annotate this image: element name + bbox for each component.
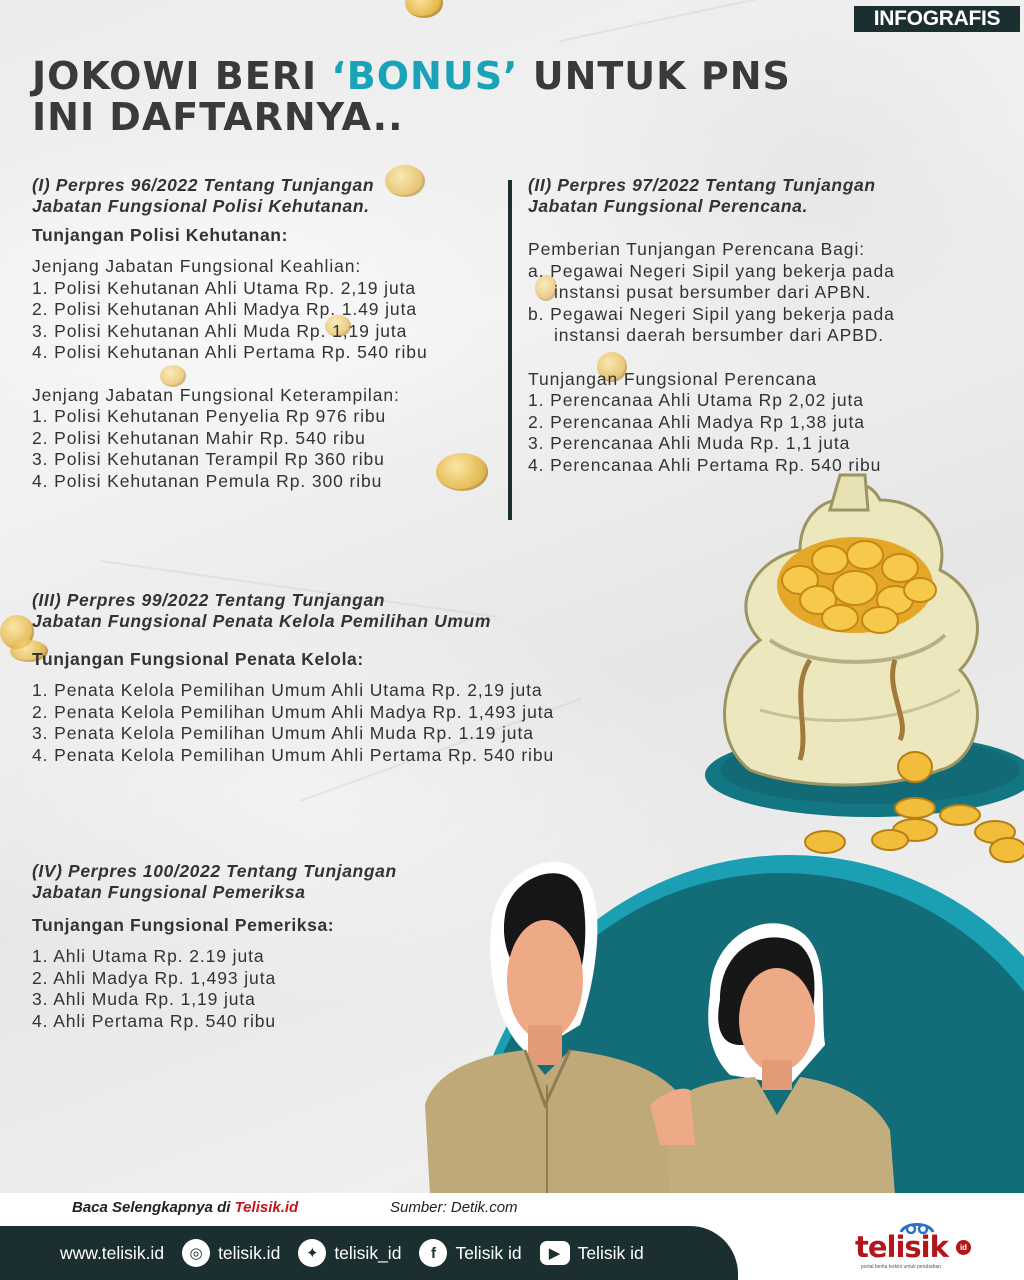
website-link[interactable] (60, 1243, 164, 1264)
social-label: Telisik id (577, 1242, 644, 1263)
heading-line: (IV) Perpres 100/2022 Tentang Tunjangan (32, 861, 397, 881)
facebook-link[interactable] (419, 1239, 521, 1267)
coin-decoration (405, 0, 443, 18)
perencana-list (528, 369, 998, 477)
list-item: 4. Polisi Kehutanan Pemula Rp. 300 ribu (32, 470, 383, 491)
list-marker: b. (528, 303, 545, 324)
page-title (32, 56, 932, 138)
list-item: 1. Penata Kelola Pemilihan Umum Ahli Utama Rp. 2,19 juta (32, 680, 543, 700)
social-bar (0, 1226, 738, 1280)
section-perpres-97 (528, 175, 998, 476)
heading-line: (III) Perpres 99/2022 Tentang Tunjangan (32, 590, 386, 610)
section-perpres-96 (32, 175, 507, 492)
list-item: 4. Ahli Pertama Rp. 540 ribu (32, 1010, 277, 1031)
recipient-b (528, 304, 998, 326)
recipient-text: Pegawai Negeri Sipil yang bekerja pada (550, 303, 895, 324)
read-more-prefix: Baca Selengkapnya di (72, 1199, 235, 1216)
list-item: 2. Perencanaa Ahli Madya Rp 1,38 juta (528, 411, 865, 432)
youtube-icon: ▶ (540, 1241, 570, 1265)
list-item: 3. Ahli Muda Rp. 1,19 juta (32, 989, 256, 1009)
youtube-link[interactable] (540, 1241, 644, 1265)
section-heading (32, 590, 692, 632)
column-divider (508, 180, 512, 520)
civil-servants-illustration (410, 845, 1024, 1195)
list-item: 4. Polisi Kehutanan Ahli Pertama Rp. 540 ribu (32, 342, 428, 362)
list-marker: a. (528, 260, 545, 281)
section-subheading: Tunjangan Fungsional Penata Kelola: (32, 649, 364, 669)
list-item: 2. Polisi Kehutanan Ahli Madya Rp. 1.49 juta (32, 299, 417, 319)
social-label: telisik.id (218, 1242, 281, 1263)
penata-kelola-list (32, 680, 692, 766)
list-item: 2. Penata Kelola Pemilihan Umum Ahli Madya Rp. 1,493 juta (32, 701, 555, 722)
source-credit: Sumber: Detik.com (390, 1199, 518, 1216)
list-item: 3. Penata Kelola Pemilihan Umum Ahli Muda Rp. 1.19 juta (32, 723, 534, 743)
section-heading (528, 175, 998, 217)
logo-id-badge: id (956, 1240, 971, 1255)
twitter-icon: ✦ (298, 1239, 326, 1267)
list-item: 4. Penata Kelola Pemilihan Umum Ahli Pertama Rp. 540 ribu (32, 744, 555, 765)
infografis-badge: INFOGRAFIS (854, 6, 1020, 32)
read-more-link[interactable]: Telisik.id (234, 1199, 299, 1216)
logo-wordmark: telisik (855, 1230, 948, 1264)
heading-line: (II) Perpres 97/2022 Tentang Tunjangan (528, 175, 876, 195)
recipient-a (528, 261, 998, 283)
title-accent: ‘BONUS’ (331, 54, 519, 98)
facebook-icon: f (419, 1239, 447, 1267)
section-subheading: Tunjangan Polisi Kehutanan: (32, 225, 289, 245)
heading-line: (I) Perpres 96/2022 Tentang Tunjangan (32, 175, 375, 195)
instagram-icon: ◎ (182, 1239, 210, 1267)
group-keterampilan (32, 385, 507, 493)
twitter-link[interactable] (298, 1239, 401, 1267)
list-item: 1. Polisi Kehutanan Ahli Utama Rp. 2,19 juta (32, 277, 416, 298)
title-line-1 (32, 56, 932, 97)
money-bag-illustration (690, 470, 1024, 870)
group-label: Jenjang Jabatan Fungsional Keterampilan: (32, 384, 400, 405)
list-item: 3. Perencanaa Ahli Muda Rp. 1,1 juta (528, 433, 851, 453)
recipient-text: instansi pusat bersumber dari APBN. (554, 282, 872, 302)
heading-line: Jabatan Fungsional Polisi Kehutanan. (32, 196, 370, 216)
social-label: Telisik id (455, 1242, 522, 1263)
logo-tagline: portal berita terkini untuk perubahan (861, 1264, 942, 1270)
list-item: 3. Polisi Kehutanan Ahli Muda Rp. 1,19 juta (32, 320, 408, 341)
recipients-intro: Pemberian Tunjangan Perencana Bagi: (528, 239, 865, 259)
heading-line: Jabatan Fungsional Pemeriksa (32, 882, 306, 902)
read-more-text (72, 1199, 298, 1216)
group-keahlian (32, 256, 507, 364)
title-text: UNTUK PNS (518, 54, 791, 98)
section-perpres-99 (32, 590, 692, 766)
list-item: 2. Polisi Kehutanan Mahir Rp. 540 ribu (32, 427, 366, 448)
social-label: telisik_id (334, 1242, 402, 1263)
list-item: 1. Perencanaa Ahli Utama Rp 2,02 juta (528, 390, 864, 410)
list-item: 1. Polisi Kehutanan Penyelia Rp 976 ribu (32, 406, 387, 426)
list-item: 1. Ahli Utama Rp. 2.19 juta (32, 946, 265, 966)
list-item: 2. Ahli Madya Rp. 1,493 juta (32, 967, 277, 988)
telisik-logo[interactable] (855, 1220, 975, 1272)
group-label: Jenjang Jabatan Fungsional Keahlian: (32, 256, 362, 276)
heading-line: Jabatan Fungsional Perencana. (528, 196, 808, 216)
heading-line: Jabatan Fungsional Penata Kelola Pemilihan Umum (32, 611, 491, 631)
title-line-2: INI DAFTARNYA.. (32, 95, 404, 139)
group-label: Tunjangan Fungsional Perencana (528, 368, 818, 389)
title-text: JOKOWI BERI (32, 54, 332, 98)
list-item: 4. Perencanaa Ahli Pertama Rp. 540 ribu (528, 454, 882, 475)
paper-texture (560, 0, 854, 42)
recipient-text: instansi daerah bersumber dari APBD. (554, 325, 885, 345)
recipients-block (528, 239, 998, 347)
list-item: 3. Polisi Kehutanan Terampil Rp 360 ribu (32, 449, 385, 469)
website-label: www.telisik.id (60, 1242, 165, 1263)
section-heading (32, 175, 507, 217)
recipient-text: Pegawai Negeri Sipil yang bekerja pada (550, 260, 895, 281)
instagram-link[interactable] (182, 1239, 280, 1267)
section-subheading: Tunjangan Fungsional Pemeriksa: (32, 915, 335, 935)
